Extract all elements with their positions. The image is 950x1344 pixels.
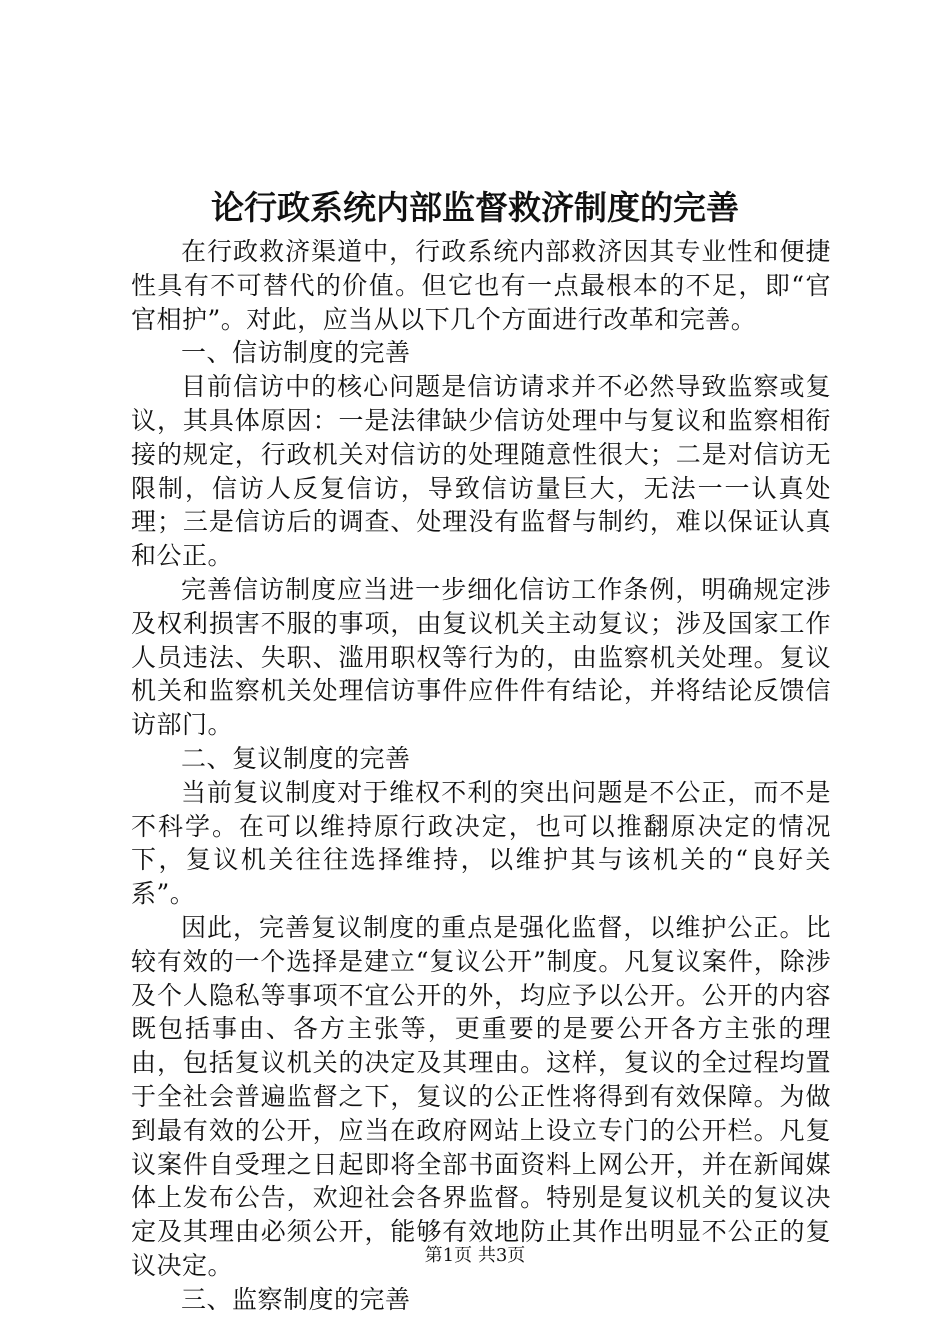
document-body bbox=[131, 235, 831, 1317]
paragraph-reconsideration-problem: 当前复议制度对于维权不利的突出问题是不公正，而不是不科学。在可以维持原行政决定，也可以推翻原决定的情况下，复议机关往往选择维持，以维护其与该机关的“良好关系”。 bbox=[131, 777, 831, 909]
section-heading-supervision: 三、监察制度的完善 bbox=[181, 1284, 411, 1314]
section-heading-reconsideration: 二、复议制度的完善 bbox=[181, 743, 411, 773]
paragraph-petition-improvement: 完善信访制度应当进一步细化信访工作条例，明确规定涉及权利损害不服的事项，由复议机关主动复议；涉及国家工作人员违法、失职、滥用职权等行为的，由监察机关处理。复议机关和监察机关处理信访事件应件件有结论，并将结论反馈信访部门。 bbox=[131, 574, 831, 740]
section-heading-petition: 一、信访制度的完善 bbox=[181, 338, 411, 368]
paragraph-intro: 在行政救济渠道中，行政系统内部救济因其专业性和便捷性具有不可替代的价值。但它也有一点最根本的不足，即“官官相护”。对此，应当从以下几个方面进行改革和完善。 bbox=[131, 237, 831, 334]
page-number-footer: 第1页 共3页 bbox=[424, 1245, 526, 1266]
paragraph-petition-problem: 目前信访中的核心问题是信访请求并不必然导致监察或复议，其具体原因：一是法律缺少信访处理中与复议和监察相衔接的规定，行政机关对信访的处理随意性很大；二是对信访无限制，信访人反复信访，导致信访量巨大，无法一一认真处理；三是信访后的调查、处理没有监督与制约，难以保证认真和公正。 bbox=[131, 372, 831, 571]
paragraph-reconsideration-improvement: 因此，完善复议制度的重点是强化监督，以维护公正。比较有效的一个选择是建立“复议公开”制度。凡复议案件，除涉及个人隐私等事项不宜公开的外，均应予以公开。公开的内容既包括事由、各方主张等，更重要的是要公开各方主张的理由，包括复议机关的决定及其理由。这样，复议的全过程均置于全社会普遍监督之下，复议的公正性将得到有效保障。为做到最有效的公开，应当在政府网站上设立专门的公开栏。凡复议案件自受理之日起即将全部书面资料上网公开，并在新闻媒体上发布公告，欢迎社会各界监督。特别是复议机关的复议决定及其理由必须公开，能够有效地防止其作出明显不公正的复议决定。 bbox=[131, 912, 831, 1280]
document-title: 论行政系统内部监督救济制度的完善 bbox=[211, 188, 739, 227]
